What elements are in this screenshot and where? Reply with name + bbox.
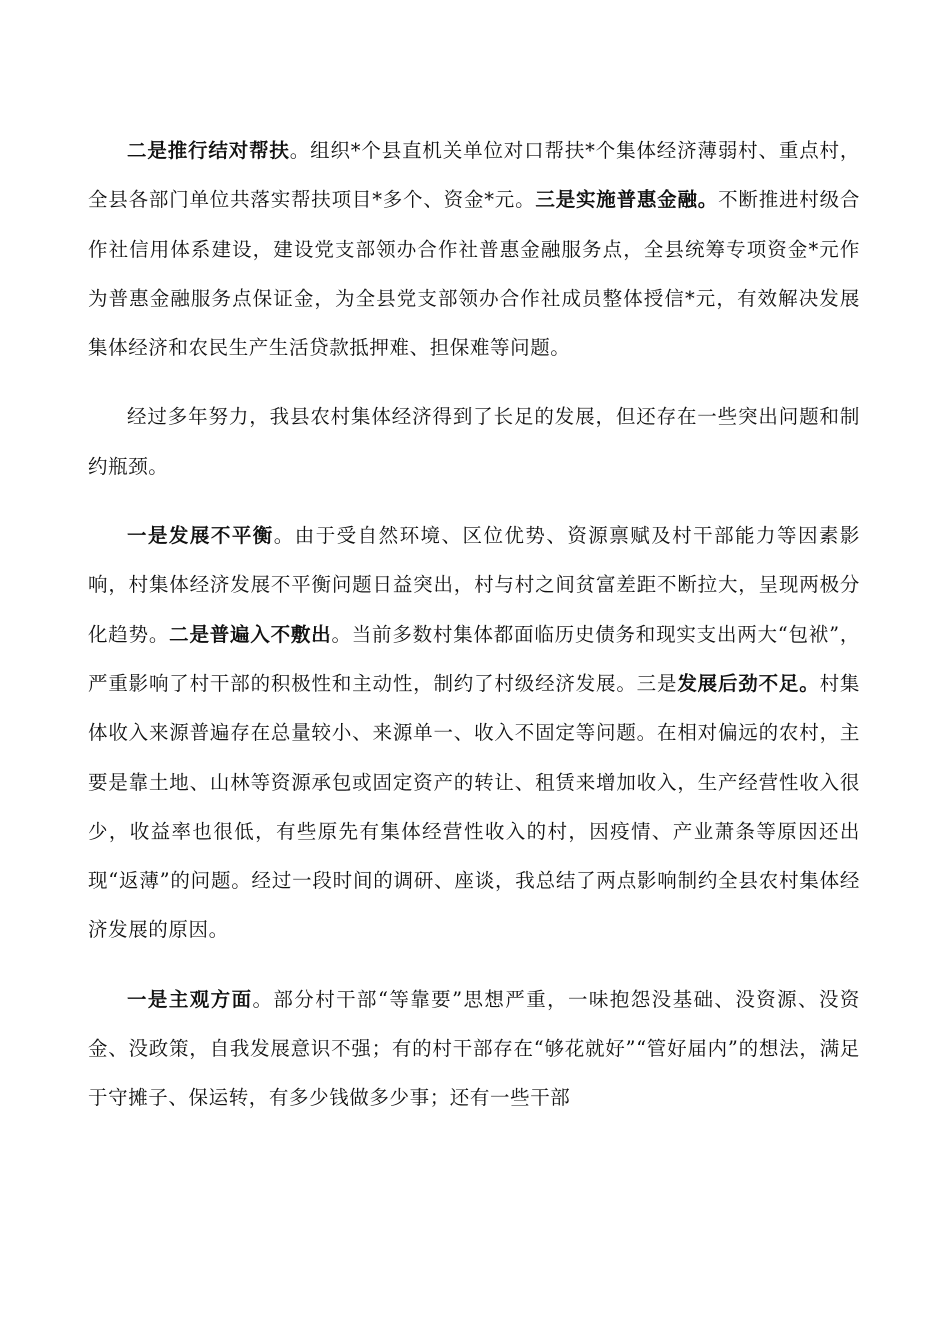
paragraph-subjective-causes: [88, 975, 860, 1123]
body-text: 经过多年努力，我县农村集体经济得到了长足的发展，但还存在一些突出问题和制约瓶颈。: [88, 405, 860, 478]
bold-heading: 发展后劲不足。: [677, 671, 820, 695]
paragraph-problems-intro: [88, 392, 860, 491]
bold-heading: 一是发展不平衡: [127, 524, 274, 548]
body-text: 。由于受自然环境、区位优势、资源禀赋及村干部能力等因素影响，村集体经济发展不平衡问题日益突出，村与村之间贫富差距不断拉大，呈现两极分化趋势。: [88, 524, 860, 646]
bold-heading: 二是推行结对帮扶: [127, 139, 290, 162]
bold-heading: 一是主观方面: [127, 987, 253, 1011]
bold-heading: 三是实施普惠金融。: [535, 188, 719, 212]
body-text: 。部分村干部“等靠要”思想严重，一味抱怨没基础、没资源、没资金、没政策，自我发展意识不强；有的村干部存在“够花就好”“管好届内”的想法，满足于守摊子、保运转，有多少钱做多少事；还有一些干部: [88, 987, 860, 1110]
body-text: 不断推进村级合作社信用体系建设，建设党支部领办合作社普惠金融服务点，全县统筹专项资金*元作为普惠金融服务点保证金，为全县党支部领办合作社成员整体授信*元，有效解决发展集体经济和农民生产生活贷款抵押难、担保难等问题。: [88, 188, 860, 360]
document-page: [88, 126, 860, 1143]
paragraph-problems-list: [88, 511, 860, 955]
paragraph-pairing-assistance: [88, 126, 860, 372]
body-text: 。组织*个县直机关单位对口帮扶*个集体经济薄弱村、重点村，全县各部门单位共落实帮扶项目*多个、资金*元。: [88, 139, 860, 212]
bold-heading: 二是普遍入不敷出: [169, 622, 332, 646]
body-text: 。当前多数村集体都面临历史债务和现实支出两大“包袱”，严重影响了村干部的积极性和主动性，制约了村级经济发展。三是: [88, 622, 860, 695]
body-text: 村集体收入来源普遍存在总量较小、来源单一、收入不固定等问题。在相对偏远的农村，主要是靠土地、山林等资源承包或固定资产的转让、租赁来增加收入，生产经营性收入很少，收益率也很低，有些原先有集体经营性收入的村，因疫情、产业萧条等原因还出现“返薄”的问题。经过一段时间的调研、座谈，我总结了两点影响制约全县农村集体经济发展的原因。: [88, 671, 860, 942]
